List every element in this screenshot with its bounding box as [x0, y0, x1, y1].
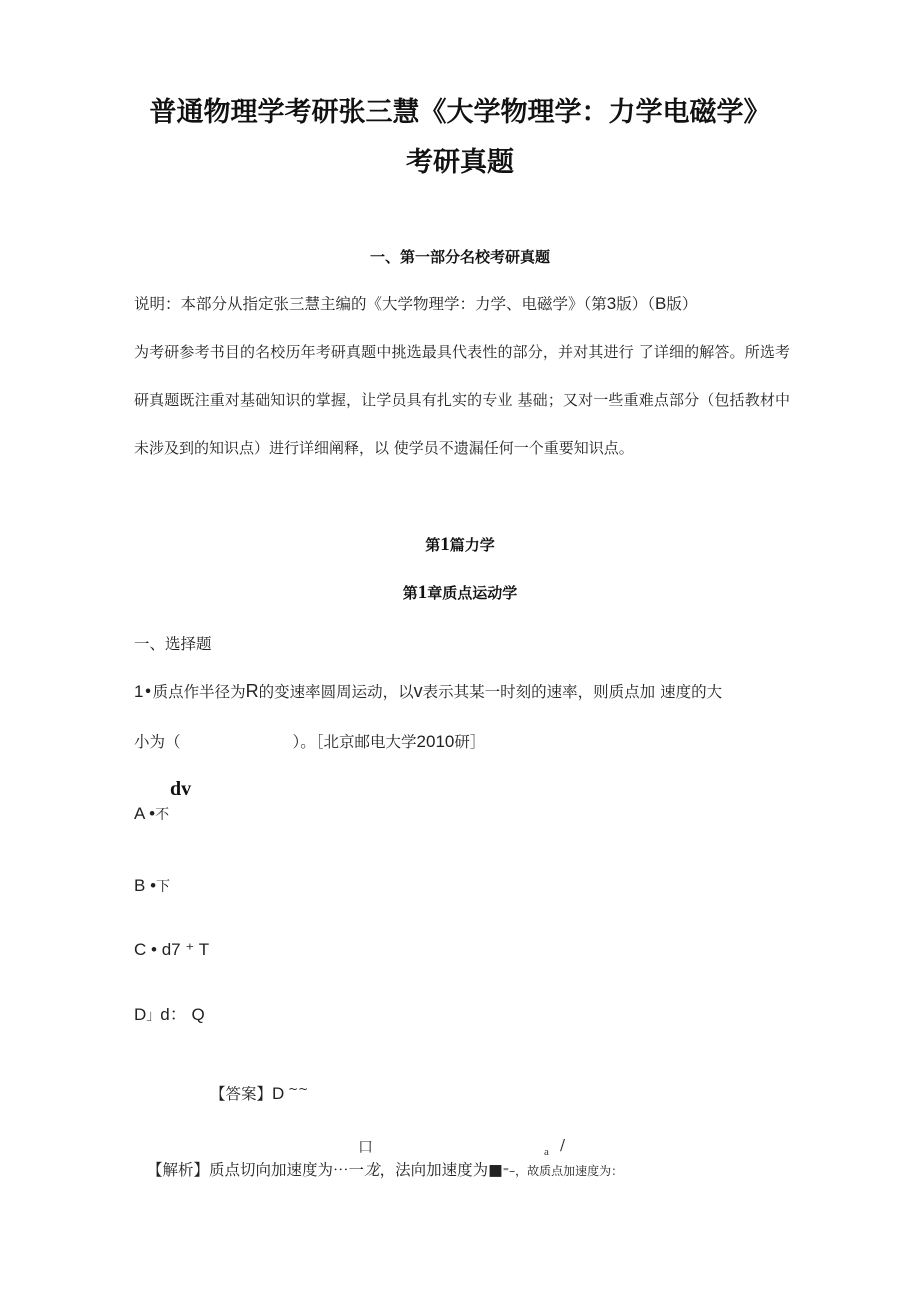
chapter-heading — [0, 582, 920, 604]
question-type: 一、选择题 — [134, 635, 212, 653]
answer-line — [210, 1082, 308, 1104]
option-a-letter: A — [134, 804, 145, 823]
edition-letter: B — [655, 294, 667, 313]
question-1-line1 — [134, 680, 722, 702]
speed-symbol: v — [413, 681, 423, 701]
option-a-text: 不 — [155, 807, 170, 823]
analysis-text-a: 质点切向加速度为 — [209, 1161, 334, 1179]
analysis-text-b: ⋯一 — [333, 1161, 365, 1179]
option-b-sep: • — [145, 876, 157, 895]
document-title-line2: 考研真题 — [406, 147, 514, 178]
question-text-c: 表示其某一时刻的速率，则质点加 速度的大 — [422, 683, 723, 701]
intro-text-b: 版）（ — [616, 295, 655, 313]
part-heading-number: 1 — [440, 534, 450, 555]
intro-line1 — [134, 292, 697, 314]
part-heading — [0, 534, 920, 556]
part-heading-pre: 第 — [425, 536, 441, 554]
option-c-letter: C — [134, 940, 147, 959]
analysis-mark-box: 口 — [358, 1138, 374, 1156]
option-a-sep: • — [144, 804, 156, 823]
question-line2-c: 研］ — [454, 733, 486, 751]
answer-tail: ~~ — [284, 1082, 309, 1096]
question-bullet: • — [143, 683, 153, 701]
answer-label: 【答案】 — [210, 1085, 273, 1103]
question-1-line2 — [134, 730, 485, 752]
edition-number: 3 — [606, 294, 617, 313]
question-number: 1 — [134, 682, 144, 701]
answer-value: D — [272, 1084, 285, 1103]
question-year: 2010 — [416, 732, 455, 751]
analysis-line — [147, 1158, 623, 1180]
analysis-long: 龙 — [364, 1161, 380, 1179]
analysis-text-c: ，法向加速度为 — [379, 1161, 489, 1179]
dv-label: dv — [170, 778, 192, 800]
part-heading-post: 篇力学 — [449, 536, 495, 554]
document-title-line1: 普通物理学考研张三慧《大学物理学：力学电磁学》 — [149, 97, 771, 128]
question-text-b: 的变速率圆周运动，以 — [258, 683, 414, 701]
question-text-a: 质点作半径为 — [152, 683, 246, 701]
option-a — [134, 804, 169, 824]
option-b — [134, 876, 170, 896]
option-d-text: d： Q — [160, 1005, 205, 1024]
analysis-label: 【解析】 — [147, 1161, 210, 1179]
chapter-heading-post: 章质点运动学 — [427, 584, 518, 602]
option-b-letter: B — [134, 876, 146, 895]
chapter-heading-pre: 第 — [402, 584, 418, 602]
intro-text-a: 说明：本部分从指定张三慧主编的《大学物理学：力学、电磁学》（第 — [134, 295, 607, 313]
intro-paragraph: 为考研参考书目的名校历年考研真题中挑选最具代表性的部分，并对其进行 了详细的解答。所选考研真题既注重对基础知识的掌握，让学员具有扎实的专业 基础；又对一些重难点部分（包括教材中未涉及到的知识点）进行详细阐释，以 使学员不遗漏任何一个重要知识点。 — [134, 343, 790, 457]
intro-text-c: 版） — [666, 295, 698, 313]
option-d — [134, 1000, 205, 1025]
analysis-box: ■ — [488, 1161, 503, 1179]
option-c — [134, 940, 209, 960]
option-c-sep: • — [146, 940, 162, 959]
option-d-letter: D — [134, 1005, 147, 1024]
section-heading: 一、第一部分名校考研真题 — [369, 248, 550, 266]
analysis-mark-slash: / — [560, 1136, 566, 1154]
option-d-sep: 」 — [146, 1008, 161, 1024]
analysis-text-d: ⁼–，故质点加速度为： — [502, 1164, 624, 1178]
option-b-text: 下 — [156, 879, 171, 895]
question-line2-b: ）。［北京邮电大学 — [292, 733, 417, 751]
chapter-heading-number: 1 — [417, 582, 428, 603]
option-c-text: d7 ⁺ T — [161, 940, 210, 959]
question-line2-a: 小为（ — [134, 733, 181, 751]
analysis-mark-a: a — [544, 1146, 549, 1158]
radius-symbol: R — [245, 681, 259, 701]
